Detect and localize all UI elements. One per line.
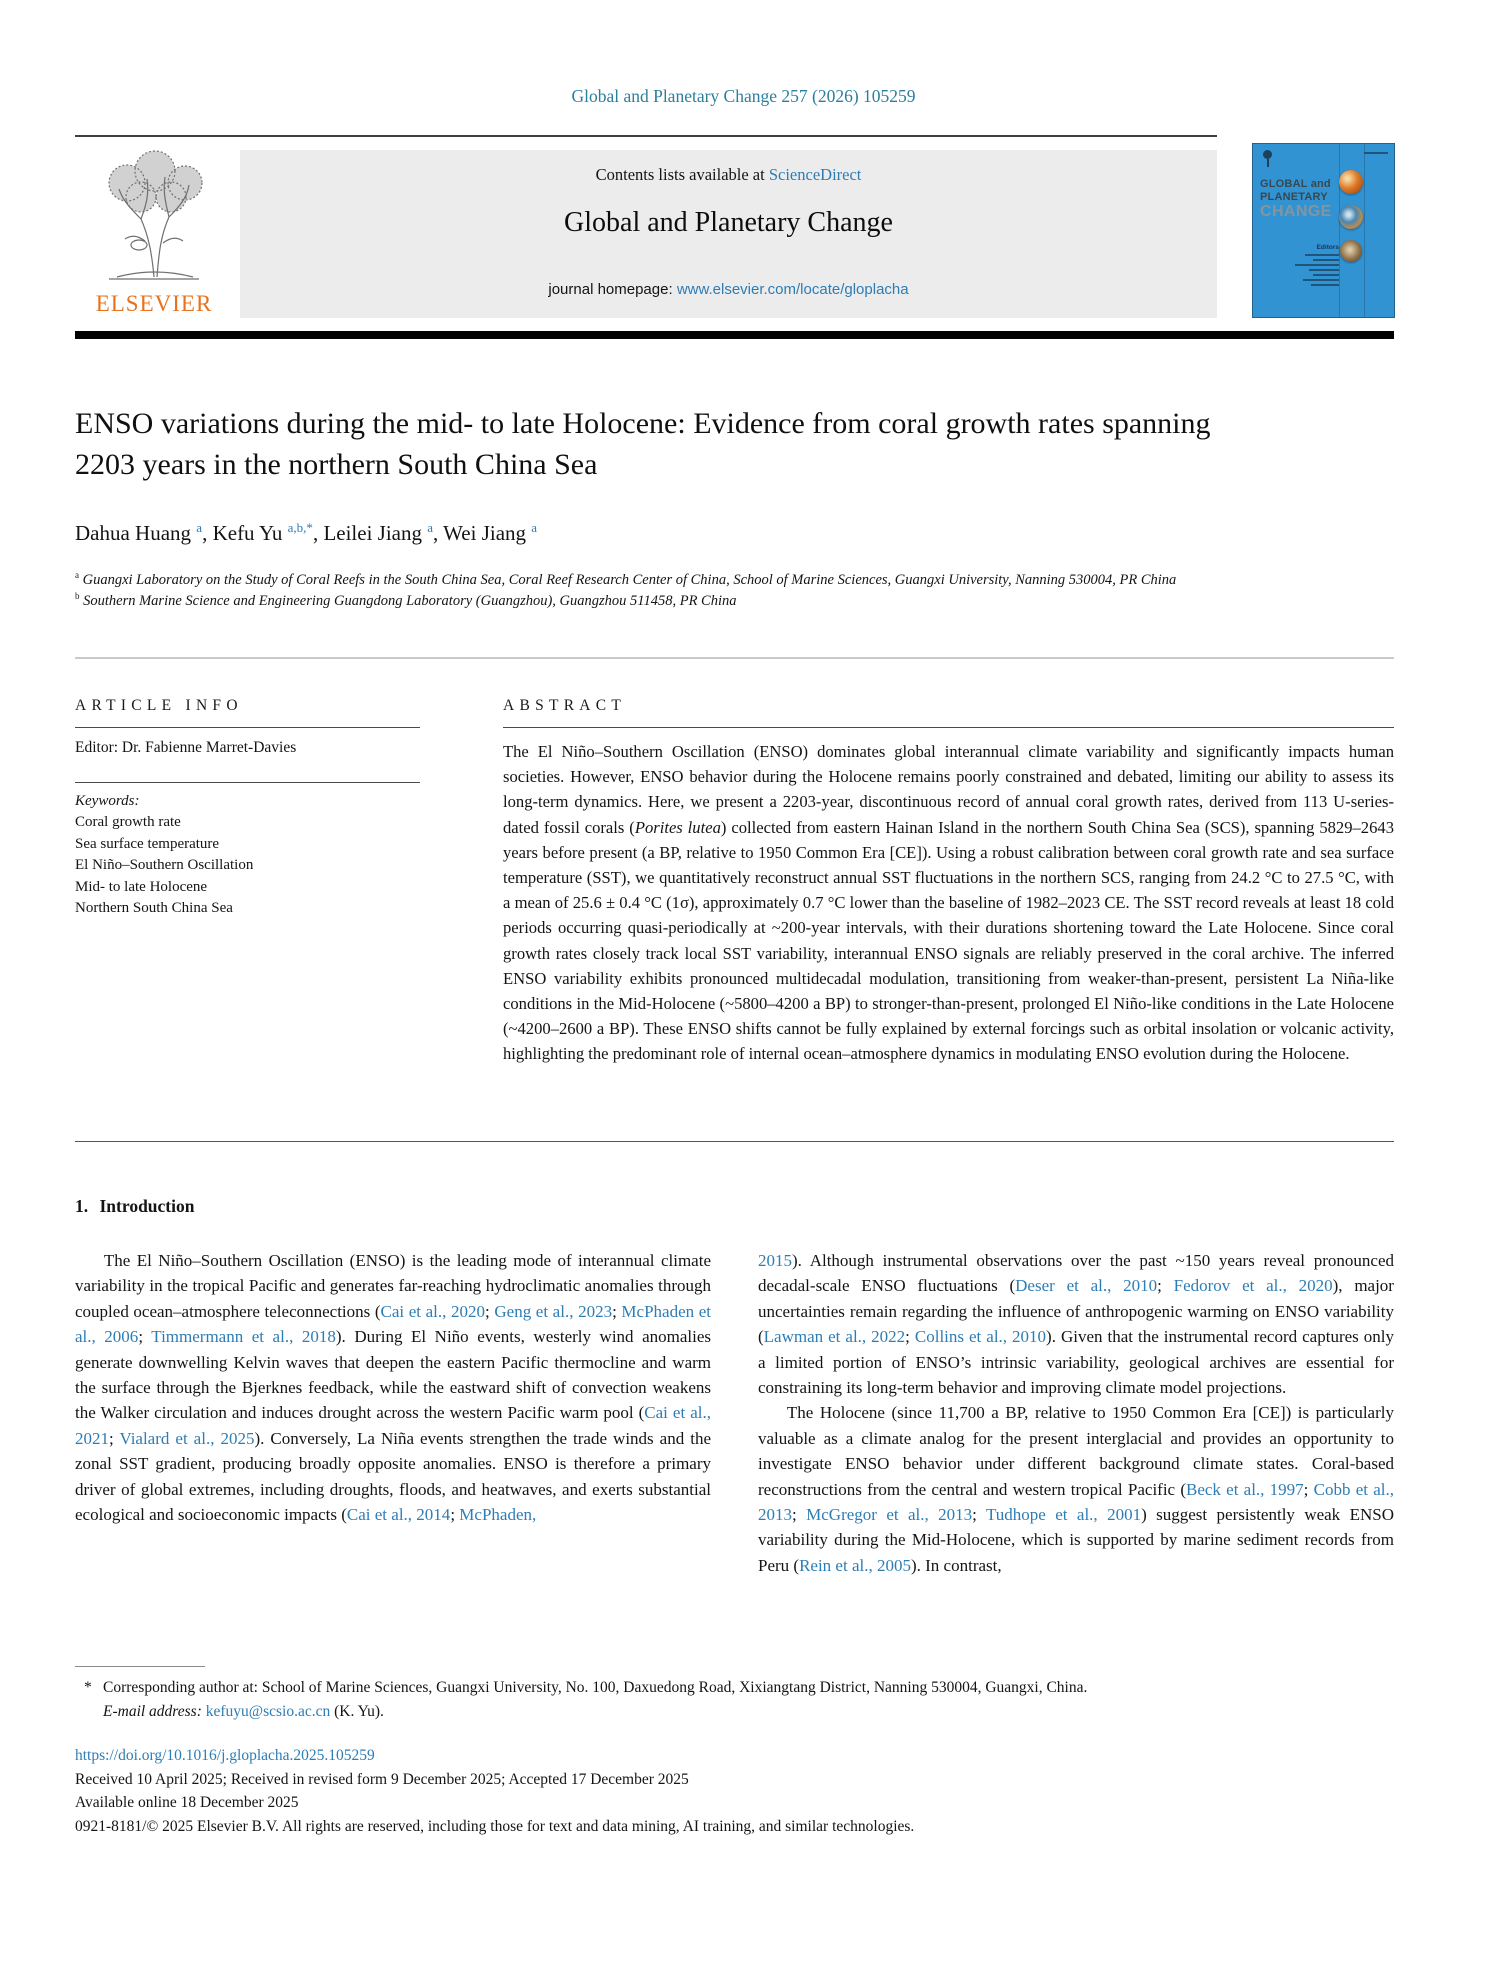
cover-title-line2: PLANETARY [1260,191,1328,203]
citation-link[interactable]: Beck et al., 1997 [1186,1479,1304,1499]
text-segment: Southern Marine Science and Engineering Guangdong Laboratory (Guangzhou), Guangzhou 511458, PR China [79,593,737,609]
superscript-marker: b [75,591,80,602]
citation-link[interactable]: 2015 [758,1251,792,1270]
text-segment: ). Conversely, La Niña events strengthen the trade winds and the zonal SST gradient, producing broadly opposite anomalies. ENSO is therefore a primary driver of global extremes, including droughts, floods, and heatwaves, and exerts substantial ecological and socioeconomic impacts ( [75,1428,711,1525]
cover-editor-name-bar [1311,284,1339,286]
masthead-black-rule [75,331,1394,339]
text-segment: Leilei Jiang [323,521,428,545]
paragraph [75,1248,711,1527]
intro-column-right [758,1248,1394,1578]
text-segment: ) suggest persistently weak ENSO variability during the Mid-Holocene, which is supported by marine sediment records from Peru ( [758,1505,1394,1575]
text-segment: Wei Jiang [443,521,532,545]
elsevier-wordmark: ELSEVIER [95,291,213,316]
received-dates: Received 10 April 2025; Received in revised form 9 December 2025; Accepted 17 December 2025 [75,1770,689,1788]
abstract-text [503,739,1394,1067]
top-divider-rule [75,135,1217,137]
article-info-heading: ARTICLE INFO [75,697,243,714]
doi-link[interactable]: https://doi.org/10.1016/j.gloplacha.2025.105259 [75,1747,375,1764]
cover-divider-line [1364,144,1365,317]
cover-editor-name-bar [1303,279,1339,281]
superscript-marker: a [196,520,203,535]
text-segment: ) collected from eastern Hainan Island in the northern South China Sea (SCS), spanning 5829–2643 years before present (a BP, relative to 1950 Common Era [CE]). Using a robust calibration between coral growth rate and sea surface temperature (SST), we quantitatively reconstruct annual SST fluctuations in the northern SCS, ranging from 24.2 °C to 27.5 °C, with a mean of 25.6 ± 0.4 °C (1σ), approximately 0.7 °C lower than the baseline of 1982–2023 CE. The SST record reveals at least 18 cold periods occurring quasi-periodically at ~200-year intervals, with their durations shortening toward the Late Holocene. Since coral growth rates closely track local SST variability, interannual ENSO signals are reliably preserved in the coral archive. The inferred ENSO variability exhibits pronounced multidecadal modulation, transitioning from weaker-than-present, persistent La Niña-like conditions in the Mid-Holocene (~5800–4200 a BP) to stronger-than-present, prolonged El Niño-like conditions in the Late Holocene (~4200–2600 a BP). These ENSO shifts cannot be fully explained by external forcings such as orbital insolation or volcanic activity, highlighting the predominant role of internal ocean–atmosphere dynamics in modulating ENSO evolution during the Holocene. [503,817,1394,1064]
email-link[interactable]: kefuyu@scsio.ac.cn [205,1702,331,1720]
abstract-column [503,697,1394,1067]
citation-link[interactable]: Timmermann et al., 2018 [151,1327,336,1347]
text-segment: (K. Yu). [330,1702,384,1720]
keyword: Mid- to late Holocene [75,878,208,895]
cover-globe-image [1339,205,1363,229]
footnote-marker: * [84,1679,92,1696]
citation-link[interactable]: McGregor et al., 2013 [806,1505,973,1525]
cover-editor-name-bar [1313,259,1339,261]
affiliation-b [75,591,1394,612]
citation-link[interactable]: Vialard et al., 2025 [119,1428,255,1448]
superscript-marker: a [75,570,79,581]
footnotes [75,1666,1394,1838]
homepage-prefix: journal homepage: [548,281,677,298]
text-segment: The El Niño–Southern Oscillation (ENSO) dominates global interannual climate variability and significantly impacts human societies. However, ENSO behavior during the Holocene remains poorly constrained and debated, limiting our ability to assess its long-term dynamics. Here, we present a 2203-year, discontinuous record of annual coral growth rates, derived from 113 U-series-dated fossil corals ( [503,742,1394,837]
citation-link[interactable]: Cobb et al., 2013 [758,1479,1394,1525]
cover-title-line3: CHANGE [1260,203,1332,220]
citation-link[interactable]: Cai et al., 2021 [75,1403,711,1448]
citation-link[interactable]: McPhaden et al., 2006 [75,1301,711,1347]
text-segment: The Holocene (since 11,700 a BP, relative to 1950 Common Era [CE]) is particularly valuable as a climate analog for the present interglacial and provides an opportunity to investigate ENSO behavior under different background climate states. Coral-based reconstructions from the central and western tropical Pacific ( [758,1403,1394,1499]
cover-ammonite-image [1340,240,1362,262]
citation-link[interactable]: McPhaden, [459,1505,537,1525]
superscript-marker: a [531,520,538,535]
cover-divider-line [1339,144,1340,317]
paragraph [758,1400,1394,1578]
abstract-bottom-rule [75,1141,1394,1142]
intro-column-left [75,1248,711,1578]
text-segment: ; [972,1505,986,1525]
citation-link[interactable]: Cai et al., 2020 [380,1301,486,1321]
cover-editor-name-bar [1313,274,1339,276]
journal-banner [240,150,1217,318]
cover-elsevier-mini-logo [1260,150,1275,169]
text-segment: ; [485,1301,495,1321]
article-title: ENSO variations during the mid- to late Holocene: Evidence from coral growth rates spanning 2203 years in the northern South China Sea [75,407,1211,481]
introduction-section [75,1196,1394,1578]
author-list [75,521,537,546]
affiliations [75,570,1394,612]
text-segment: ). Given that the instrumental record captures only a limited portion of ENSO’s intrinsic variability, geological archives are essential for constraining its long-term behavior and improving climate model projections. [758,1327,1394,1398]
text-segment: ; [450,1505,460,1525]
cover-editor-name-bar [1305,254,1339,256]
cover-issn-mark [1364,152,1388,154]
text-segment: ; [109,1428,120,1448]
text-segment: , [433,521,444,545]
paragraph [758,1248,1394,1400]
text-segment: ), major uncertainties remain regarding the influence of anthropogenic warming on ENSO variability ( [758,1276,1394,1347]
text-segment: ; [1303,1479,1314,1499]
text-segment: E-mail address: [103,1702,206,1720]
cover-title [1260,178,1332,218]
text-segment: , [202,521,213,545]
text-segment: Dahua Huang [75,521,197,545]
keyword: Northern South China Sea [75,900,233,916]
keyword: Coral growth rate [75,814,181,830]
elsevier-logo[interactable] [75,145,233,319]
keyword: El Niño–Southern Oscillation [75,857,254,873]
text-segment: Porites lutea [634,817,721,837]
citation-link[interactable]: Geng et al., 2023 [494,1301,613,1321]
text-segment: ). In contrast, [910,1555,1002,1575]
journal-homepage-link[interactable]: www.elsevier.com/locate/gloplacha [676,281,909,298]
contents-prefix: Contents lists available at [595,165,769,184]
text-segment: , [312,521,324,545]
affiliation-a [75,570,1394,591]
text-segment: ; [792,1505,807,1525]
superscript-marker: a [427,520,434,535]
masthead [75,143,1394,319]
journal-title: Global and Planetary Change [564,207,893,238]
text-segment: Kefu Yu [212,521,288,545]
citation-link[interactable]: Collins et al., 2010 [914,1327,1047,1347]
cover-globe-image [1339,170,1363,194]
available-online: Available online 18 December 2025 [75,1794,299,1811]
citation-link[interactable]: Rein et al., 2005 [799,1555,911,1575]
introduction-heading: 1. Introduction [75,1196,195,1216]
rule [503,727,1394,728]
text-segment: ; [905,1327,915,1347]
citation-link[interactable]: Deser et al., 2010 [1015,1276,1158,1296]
sciencedirect-link[interactable]: ScienceDirect [768,165,862,184]
text-segment: ). Although instrumental observations over the past ~150 years reveal pronounced decadal-scale ENSO fluctuations ( [758,1251,1394,1296]
citation-link[interactable]: Cai et al., 2014 [346,1505,451,1525]
keywords-label: Keywords: [75,793,140,809]
keywords-list [75,812,420,920]
elsevier-tree-icon [79,145,229,285]
cover-editors-block [1281,244,1339,289]
text-segment: ; [612,1301,622,1321]
cover-editor-name-bar [1309,269,1339,271]
journal-cover-thumbnail[interactable] [1252,143,1395,318]
section-divider-rule [75,657,1394,659]
article-info-column [75,697,420,920]
text-segment: ; [1157,1276,1174,1296]
citation-link[interactable]: Lawman et al., 2022 [763,1327,906,1347]
text-segment: Guangxi Laboratory on the Study of Coral Reefs in the South China Sea, Coral Reef Research Center of China, School of Marine Sciences, Guangxi University, Nanning 530004, PR China [79,572,1177,588]
editor-line: Editor: Dr. Fabienne Marret-Davies [75,739,297,756]
copyright-line: 0921-8181/© 2025 Elsevier B.V. All rights are reserved, including those for text and data mining, AI training, and similar technologies. [75,1817,915,1835]
footnote-rule [75,1666,205,1667]
citation-link[interactable]: Fedorov et al., 2020 [1173,1276,1333,1296]
text-segment: ). During El Niño events, westerly wind anomalies generate downwelling Kelvin waves that deepen the eastern Pacific thermocline and warm the surface through the Bjerknes feedback, while the eastward shift of convection weakens the Walker circulation and induces drought across the western Pacific warm pool ( [75,1327,712,1423]
corresponding-author-note [75,1676,1394,1723]
rule [75,782,420,783]
cover-title-line1: GLOBAL and [1260,178,1331,190]
homepage-line [240,281,1217,298]
keyword: Sea surface temperature [75,835,220,852]
abstract-heading: ABSTRACT [503,697,627,714]
citation-link[interactable]: Tudhope et al., 2001 [986,1505,1142,1525]
corresponding-author-text: Corresponding author at: School of Marine Sciences, Guangxi University, No. 100, Daxuedong Road, Xixiangtang District, Nanning 530004, Guangxi, China. [103,1679,1088,1696]
cover-editors-label: Editors [1316,244,1339,251]
contents-line [240,165,1217,185]
text-segment: The El Niño–Southern Oscillation (ENSO) is the leading mode of interannual climate variability in the tropical Pacific and generates far-reaching hydroclimatic anomalies through coupled ocean–atmosphere teleconnections ( [75,1251,711,1321]
cover-editor-name-bar [1295,264,1339,266]
email-line [103,1700,1394,1724]
text-segment: ; [138,1327,152,1347]
journal-reference: Global and Planetary Change 257 (2026) 105259 [571,86,916,106]
superscript-marker: a,b,* [287,520,313,535]
